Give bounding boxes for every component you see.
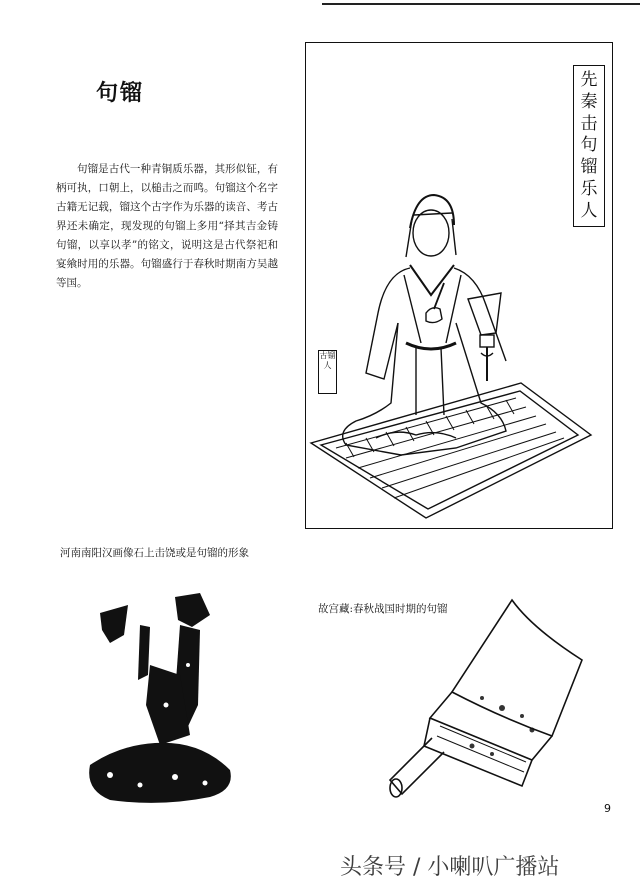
kneeling-musician-illustration	[306, 43, 611, 527]
palace-museum-caption: 故宫藏:春秋战国时期的句镏	[318, 603, 448, 615]
illustration-title	[573, 65, 605, 227]
title-char: 镏	[580, 157, 598, 178]
title-char: 击	[580, 113, 598, 134]
source-watermark: 头条号 / 小喇叭广播站	[340, 855, 560, 880]
illustration-frame	[305, 42, 613, 529]
page-title: 句镏	[95, 81, 144, 106]
title-char: 先	[580, 70, 598, 91]
title-char: 人	[580, 200, 598, 221]
page-number: 9	[604, 802, 611, 815]
stone-relief-rubbing-illustration	[80, 585, 240, 815]
top-rule	[322, 3, 640, 5]
title-char: 乐	[580, 178, 598, 199]
title-char: 秦	[580, 92, 598, 113]
title-char: 句	[580, 135, 598, 156]
bronze-goudiao-illustration	[382, 598, 587, 803]
stone-relief-caption: 河南南阳汉画像石上击饶或是句镏的形象	[60, 547, 249, 559]
body-paragraph: 句镏是古代一种青铜质乐器，其形似钲，有柄可执，口朝上，以槌击之而鸣。句镏这个名字古籍无记载，镏这个古字作为乐器的读音、考古界还未确定，现发现的句镏上多用“择其吉金铸句镏，以享以孝”的铭文，说明这是古代祭祀和宴飨时用的乐器。句镏盛行于春秋时期南方吴越等国。	[56, 163, 278, 289]
artist-seal: 古镏人	[318, 350, 337, 394]
